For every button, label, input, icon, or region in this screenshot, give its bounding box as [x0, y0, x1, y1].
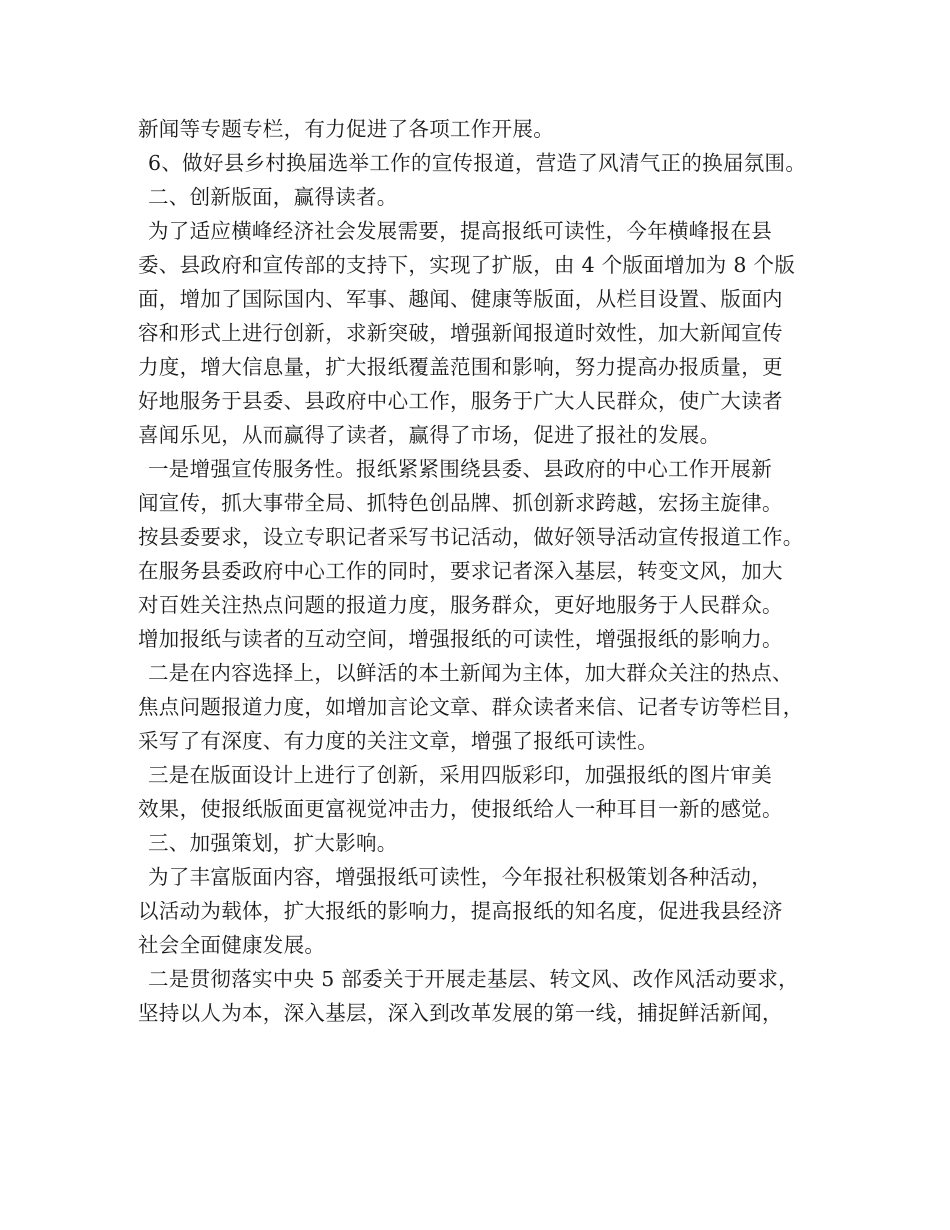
text-line: 社会全面健康发展。 [138, 933, 326, 957]
text-line: 对百姓关注热点问题的报道力度，服务群众，更好地服务于人民群众。 [138, 593, 783, 617]
text-line: 增加报纸与读者的互动空间，增强报纸的可读性，增强报纸的影响力。 [138, 627, 783, 651]
text-line: 好地服务于县委、县政府中心工作，服务于广大人民群众，使广大读者 [138, 389, 783, 413]
text-line: 容和形式上进行创新，求新突破，增强新闻报道时效性，加大新闻宣传 [138, 321, 783, 345]
text-line: 委、县政府和宣传部的支持下，实现了扩版，由 4 个版面增加为 8 个版 [138, 253, 796, 277]
text-line: 三是在版面设计上进行了创新，采用四版彩印，加强报纸的图片审美 [148, 763, 772, 787]
text-line: 以活动为载体，扩大报纸的影响力，提高报纸的知名度，促进我县经济 [138, 899, 783, 923]
document-body [138, 112, 938, 1030]
text-line: 坚持以人为本，深入基层，深入到改革发展的第一线，捕捉鲜活新闻， [138, 1001, 783, 1025]
text-line: 一是增强宣传服务性。报纸紧紧围绕县委、县政府的中心工作开展新 [148, 457, 772, 481]
section-heading: 三、加强策划，扩大影响。 [148, 831, 398, 855]
text-line: 采写了有深度、有力度的关注文章，增强了报纸可读性。 [138, 729, 658, 753]
text-line: 按县委要求，设立专职记者采写书记活动，做好领导活动宣传报道工作。 [138, 525, 804, 549]
text-line: 为了适应横峰经济社会发展需要，提高报纸可读性，今年横峰报在县 [148, 219, 772, 243]
text-line: 闻宣传，抓大事带全局、抓特色创品牌、抓创新求跨越，宏扬主旋律。 [138, 491, 783, 515]
text-line: 在服务县委政府中心工作的同时，要求记者深入基层，转变文风，加大 [138, 559, 783, 583]
text-line: 面，增加了国际国内、军事、趣闻、健康等版面，从栏目设置、版面内 [138, 287, 783, 311]
text-line: 力度，增大信息量，扩大报纸覆盖范围和影响，努力提高办报质量，更 [138, 355, 783, 379]
text-line: 焦点问题报道力度，如增加言论文章、群众读者来信、记者专访等栏目， [138, 695, 804, 719]
text-line: 喜闻乐见，从而赢得了读者，赢得了市场，促进了报社的发展。 [138, 423, 721, 447]
text-line: 二是在内容选择上，以鲜活的本土新闻为主体，加大群众关注的热点、 [148, 661, 793, 685]
section-heading: 二、创新版面，赢得读者。 [148, 185, 398, 209]
text-line: 效果，使报纸版面更富视觉冲击力，使报纸给人一种耳目一新的感觉。 [138, 797, 783, 821]
text-line: 为了丰富版面内容，增强报纸可读性，今年报社积极策划各种活动， [148, 865, 772, 889]
text-line: 6、做好县乡村换届选举工作的宣传报道，营造了风清气正的换届氛围。 [148, 151, 807, 175]
text-line: 新闻等专题专栏，有力促进了各项工作开展。 [138, 117, 554, 141]
text-line: 二是贯彻落实中央 5 部委关于开展走基层、转文风、改作风活动要求， [148, 967, 799, 991]
